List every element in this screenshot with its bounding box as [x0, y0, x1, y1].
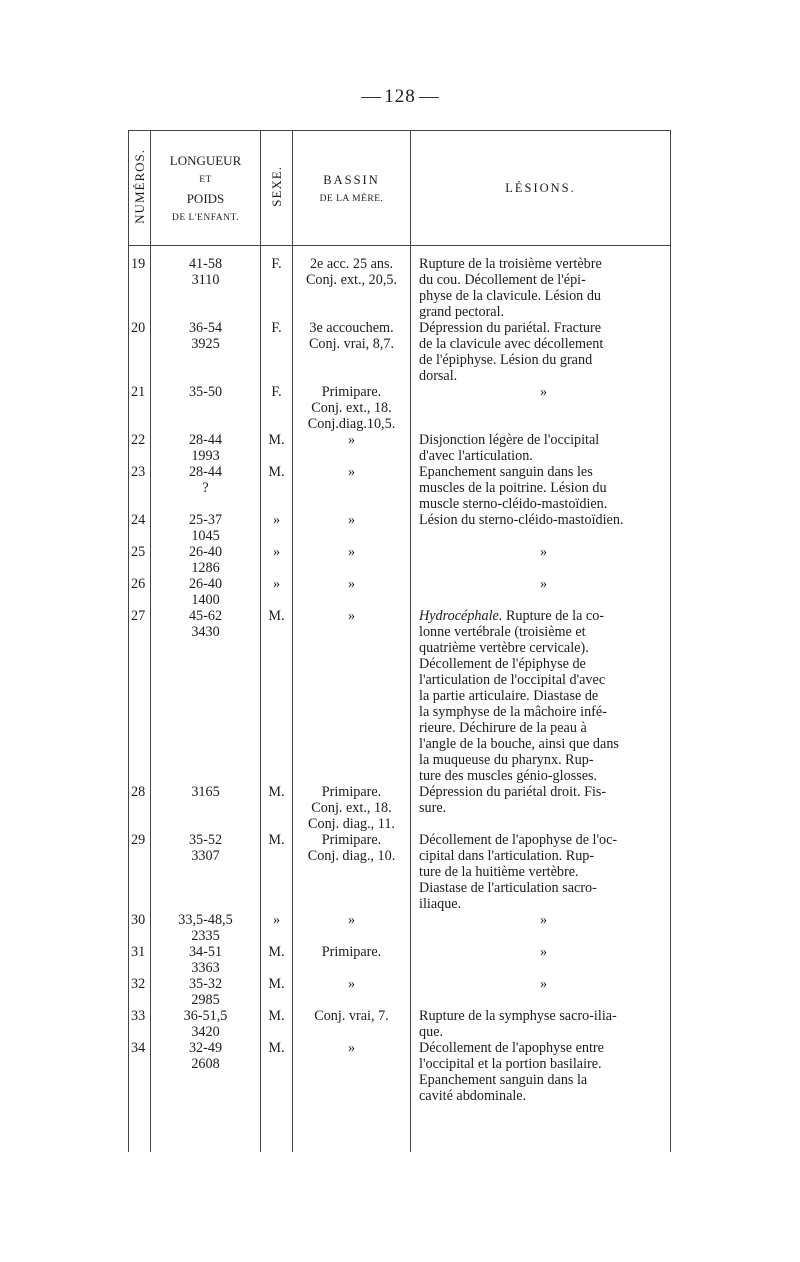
- cell-lesions: [411, 576, 671, 608]
- longueur-line: 25-37: [188, 512, 223, 528]
- bassin-line: »: [347, 512, 356, 528]
- lesions-line: Décollement de l'épiphyse de: [419, 656, 586, 672]
- table-row: [129, 320, 671, 384]
- sexe-text: »: [272, 912, 281, 928]
- sexe-text: M.: [268, 1008, 285, 1024]
- bassin-line: »: [347, 1040, 356, 1056]
- lesions-line: d'avec l'articulation.: [419, 448, 533, 464]
- lesions-line: Rupture de la symphyse sacro-ilia-: [419, 1008, 617, 1024]
- cell-sexe: [261, 464, 293, 512]
- cell-bassin: [293, 832, 411, 912]
- lesions-line: Lésion du sterno-cléido-mastoïdien.: [419, 512, 624, 528]
- cell-sexe: [261, 256, 293, 320]
- longueur-line: 3110: [191, 272, 220, 288]
- cell-numero: [129, 1008, 151, 1040]
- lesions-line: la symphyse de la mâchoire infé-: [419, 704, 607, 720]
- table-row: [129, 1040, 671, 1104]
- longueur-line: 35-32: [188, 976, 223, 992]
- numero-text: 22: [131, 432, 146, 448]
- cell-longueur-poids: [151, 320, 261, 384]
- lesions-line: »: [539, 544, 548, 560]
- longueur-line: 3420: [191, 1024, 220, 1040]
- lesions-line: Disjonction légère de l'occipital: [419, 432, 600, 448]
- header-row: [129, 131, 671, 246]
- cell-bassin: [293, 784, 411, 832]
- cell-lesions: [411, 912, 671, 944]
- numero-text: 23: [131, 464, 146, 480]
- bassin-line: 3e accouchem.: [309, 320, 394, 336]
- numero-text: 31: [131, 944, 146, 960]
- sexe-text: F.: [271, 256, 282, 272]
- lesions-line: Décollement de l'apophyse entre: [419, 1040, 604, 1056]
- lesions-line: Dépression du pariétal. Fracture: [419, 320, 602, 336]
- bassin-line: »: [347, 912, 356, 928]
- sexe-text: M.: [268, 608, 285, 624]
- cell-sexe: [261, 384, 293, 432]
- cell-bassin: [293, 944, 411, 976]
- table-row: [129, 544, 671, 576]
- cell-sexe: [261, 576, 293, 608]
- cell-bassin: [293, 384, 411, 432]
- lesions-line: cavité abdominale.: [419, 1088, 527, 1104]
- bassin-line: Primipare.: [321, 384, 382, 400]
- header-separator: [129, 246, 671, 257]
- longueur-line: 3925: [191, 336, 220, 352]
- cell-numero: [129, 544, 151, 576]
- cell-lesions: [411, 608, 671, 784]
- sexe-text: »: [272, 576, 281, 592]
- cell-longueur-poids: [151, 544, 261, 576]
- bassin-line: »: [347, 608, 356, 624]
- cell-numero: [129, 608, 151, 784]
- bassin-line: »: [347, 976, 356, 992]
- bassin-line: »: [347, 464, 356, 480]
- numero-text: 28: [131, 784, 146, 800]
- bassin-line: Conj. vrai, 7.: [314, 1008, 389, 1024]
- sexe-text: M.: [268, 432, 285, 448]
- table-tail: [129, 1104, 671, 1152]
- numero-text: 34: [131, 1040, 146, 1056]
- table-row: [129, 512, 671, 544]
- cell-sexe: [261, 944, 293, 976]
- header-numeros: NUMÉROS.: [129, 131, 151, 246]
- longueur-line: 2335: [191, 928, 220, 944]
- table-row: [129, 784, 671, 832]
- lesions-line: physe de la clavicule. Lésion du: [419, 288, 602, 304]
- cell-bassin: [293, 1008, 411, 1040]
- cell-numero: [129, 784, 151, 832]
- cell-longueur-poids: [151, 608, 261, 784]
- numero-text: 27: [131, 608, 146, 624]
- cell-numero: [129, 320, 151, 384]
- longueur-line: 36-51,5: [183, 1008, 228, 1024]
- bassin-line: Primipare.: [321, 832, 382, 848]
- cell-sexe: [261, 432, 293, 464]
- longueur-line: 26-40: [188, 576, 223, 592]
- bassin-line: »: [347, 544, 356, 560]
- sexe-text: M.: [268, 944, 285, 960]
- bassin-line: Conj. ext., 20,5.: [305, 272, 398, 288]
- longueur-line: 2985: [191, 992, 220, 1008]
- longueur-line: 1045: [191, 528, 220, 544]
- cell-lesions: [411, 384, 671, 432]
- table-row: [129, 944, 671, 976]
- header-sexe: SEXE.: [261, 131, 293, 246]
- cell-lesions: [411, 1008, 671, 1040]
- cell-sexe: [261, 544, 293, 576]
- sexe-text: F.: [271, 320, 282, 336]
- lesion-italic-prefix: Hydrocéphale.: [419, 608, 503, 624]
- cell-longueur-poids: [151, 784, 261, 832]
- cell-longueur-poids: [151, 976, 261, 1008]
- lesions-line: quatrième vertèbre cervicale).: [419, 640, 589, 656]
- cell-sexe: [261, 320, 293, 384]
- longueur-line: 3307: [191, 848, 220, 864]
- longueur-line: 26-40: [188, 544, 223, 560]
- bassin-line: 2e acc. 25 ans.: [309, 256, 394, 272]
- cell-lesions: [411, 512, 671, 544]
- cell-lesions: [411, 832, 671, 912]
- longueur-line: 32-49: [188, 1040, 223, 1056]
- lesions-line: »: [539, 576, 548, 592]
- cell-longueur-poids: [151, 256, 261, 320]
- sexe-text: M.: [268, 784, 285, 800]
- lesions-line: cipital dans l'articulation. Rup-: [419, 848, 595, 864]
- cell-lesions: [411, 544, 671, 576]
- table-row: [129, 256, 671, 320]
- lesions-line: Diastase de l'articulation sacro-: [419, 880, 597, 896]
- longueur-line: 28-44: [188, 464, 223, 480]
- cell-longueur-poids: [151, 832, 261, 912]
- lesions-line: muscle sterno-cléido-mastoïdien.: [419, 496, 608, 512]
- longueur-line: 34-51: [188, 944, 223, 960]
- table-row: [129, 1008, 671, 1040]
- lesions-line: du cou. Décollement de l'épi-: [419, 272, 586, 288]
- numero-text: 30: [131, 912, 146, 928]
- lesions-line: Epanchement sanguin dans les: [419, 464, 593, 480]
- bassin-line: Conj. ext., 18.: [311, 800, 392, 816]
- bassin-line: Conj. vrai, 8,7.: [308, 336, 395, 352]
- cell-numero: [129, 512, 151, 544]
- lesions-line: »: [539, 384, 548, 400]
- cell-longueur-poids: [151, 512, 261, 544]
- cell-bassin: [293, 608, 411, 784]
- lesions-line: Epanchement sanguin dans la: [419, 1072, 588, 1088]
- cell-longueur-poids: [151, 432, 261, 464]
- lesions-line: ture de la huitième vertèbre.: [419, 864, 579, 880]
- lesions-line: l'articulation de l'occipital d'avec: [419, 672, 606, 688]
- cell-lesions: [411, 944, 671, 976]
- longueur-line: 35-52: [188, 832, 223, 848]
- cell-sexe: [261, 784, 293, 832]
- lesions-line: Rupture de la co-: [502, 608, 605, 624]
- cell-lesions: [411, 784, 671, 832]
- table-row: [129, 832, 671, 912]
- longueur-line: 2608: [191, 1056, 220, 1072]
- lesions-line: rieure. Déchirure de la peau à: [419, 720, 587, 736]
- cell-sexe: [261, 976, 293, 1008]
- lesions-line: ture des muscles génio-glosses.: [419, 768, 598, 784]
- cell-sexe: [261, 1040, 293, 1104]
- sexe-text: M.: [268, 464, 285, 480]
- table-row: [129, 384, 671, 432]
- lesions-line: que.: [419, 1024, 444, 1040]
- cell-sexe: [261, 512, 293, 544]
- cell-bassin: [293, 432, 411, 464]
- lesions-line: lonne vertébrale (troisième et: [419, 624, 586, 640]
- lesions-line: Dépression du pariétal droit. Fis-: [419, 784, 607, 800]
- bassin-line: Conj.diag.10,5.: [307, 416, 396, 432]
- longueur-line: 1400: [191, 592, 220, 608]
- bassin-line: Primipare.: [321, 784, 382, 800]
- lesions-line: iliaque.: [419, 896, 462, 912]
- cell-sexe: [261, 608, 293, 784]
- cell-longueur-poids: [151, 1040, 261, 1104]
- page-number: 128: [0, 86, 800, 108]
- cell-bassin: [293, 464, 411, 512]
- longueur-line: 28-44: [188, 432, 223, 448]
- cell-bassin: [293, 912, 411, 944]
- cell-longueur-poids: [151, 384, 261, 432]
- cell-numero: [129, 976, 151, 1008]
- bassin-line: »: [347, 576, 356, 592]
- longueur-line: 1286: [191, 560, 220, 576]
- longueur-line: 3165: [191, 784, 220, 800]
- numero-text: 26: [131, 576, 146, 592]
- cell-lesions: [411, 320, 671, 384]
- numero-text: 19: [131, 256, 146, 272]
- cell-numero: [129, 256, 151, 320]
- cell-lesions: [411, 1040, 671, 1104]
- cell-bassin: [293, 512, 411, 544]
- cell-numero: [129, 944, 151, 976]
- longueur-line: 33,5-48,5: [178, 912, 233, 928]
- ledger-table: [128, 130, 671, 1152]
- numero-text: 33: [131, 1008, 146, 1024]
- lesions-line: la partie articulaire. Diastase de: [419, 688, 599, 704]
- longueur-line: 35-50: [188, 384, 223, 400]
- bassin-line: Primipare.: [321, 944, 382, 960]
- table-row: [129, 576, 671, 608]
- header-lesions: LÉSIONS.: [411, 131, 671, 246]
- cell-lesions: [411, 256, 671, 320]
- longueur-line: 45-62: [188, 608, 223, 624]
- cell-numero: [129, 1040, 151, 1104]
- longueur-line: 36-54: [188, 320, 223, 336]
- bassin-line: Conj. ext., 18.: [311, 400, 392, 416]
- numero-text: 20: [131, 320, 146, 336]
- longueur-line: ?: [202, 480, 209, 496]
- longueur-line: 41-58: [188, 256, 223, 272]
- cell-numero: [129, 432, 151, 464]
- cell-lesions: [411, 464, 671, 512]
- lesions-line: la muqueuse du pharynx. Rup-: [419, 752, 594, 768]
- sexe-text: »: [272, 544, 281, 560]
- sexe-text: M.: [268, 1040, 285, 1056]
- ledger-body: [129, 256, 671, 1152]
- cell-bassin: [293, 256, 411, 320]
- sexe-text: »: [272, 512, 281, 528]
- cell-numero: [129, 832, 151, 912]
- longueur-line: 1993: [191, 448, 220, 464]
- cell-longueur-poids: [151, 464, 261, 512]
- table-row: [129, 608, 671, 784]
- cell-numero: [129, 912, 151, 944]
- sexe-text: M.: [268, 976, 285, 992]
- numero-text: 24: [131, 512, 146, 528]
- header-longueur: LONGUEUR ET POIDS DE L'ENFANT.: [151, 131, 261, 246]
- cell-longueur-poids: [151, 576, 261, 608]
- lesions-line: grand pectoral.: [419, 304, 505, 320]
- lesions-line: l'angle de la bouche, ainsi que dans: [419, 736, 619, 752]
- cell-bassin: [293, 544, 411, 576]
- table-row: [129, 464, 671, 512]
- lesions-line: »: [539, 912, 548, 928]
- cell-longueur-poids: [151, 912, 261, 944]
- lesions-line: muscles de la poitrine. Lésion du: [419, 480, 607, 496]
- cell-numero: [129, 464, 151, 512]
- lesions-line: »: [539, 944, 548, 960]
- sexe-text: M.: [268, 832, 285, 848]
- longueur-line: 3430: [191, 624, 220, 640]
- cell-sexe: [261, 832, 293, 912]
- numero-text: 21: [131, 384, 146, 400]
- numero-text: 32: [131, 976, 146, 992]
- cell-bassin: [293, 1040, 411, 1104]
- cell-numero: [129, 576, 151, 608]
- cell-lesions: [411, 976, 671, 1008]
- cell-numero: [129, 384, 151, 432]
- cell-longueur-poids: [151, 1008, 261, 1040]
- table-row: [129, 912, 671, 944]
- table-row: [129, 976, 671, 1008]
- lesions-line: dorsal.: [419, 368, 458, 384]
- lesions-line: sure.: [419, 800, 447, 816]
- lesions-line: Décollement de l'apophyse de l'oc-: [419, 832, 618, 848]
- lesions-line: l'occipital et la portion basilaire.: [419, 1056, 602, 1072]
- lesions-line: »: [539, 976, 548, 992]
- cell-bassin: [293, 320, 411, 384]
- cell-lesions: [411, 432, 671, 464]
- bassin-line: Conj. diag., 11.: [308, 816, 395, 832]
- lesions-line: de l'épiphyse. Lésion du grand: [419, 352, 593, 368]
- cell-bassin: [293, 576, 411, 608]
- lesions-line: Rupture de la troisième vertèbre: [419, 256, 602, 272]
- cell-bassin: [293, 976, 411, 1008]
- cell-sexe: [261, 912, 293, 944]
- cell-sexe: [261, 1008, 293, 1040]
- sexe-text: F.: [271, 384, 282, 400]
- lesions-line: de la clavicule avec décollement: [419, 336, 604, 352]
- header-bassin: BASSIN DE LA MÈRE.: [293, 131, 411, 246]
- cell-longueur-poids: [151, 944, 261, 976]
- numero-text: 25: [131, 544, 146, 560]
- table-row: [129, 432, 671, 464]
- bassin-line: Conj. diag., 10.: [307, 848, 396, 864]
- numero-text: 29: [131, 832, 146, 848]
- longueur-line: 3363: [191, 960, 220, 976]
- bassin-line: »: [347, 432, 356, 448]
